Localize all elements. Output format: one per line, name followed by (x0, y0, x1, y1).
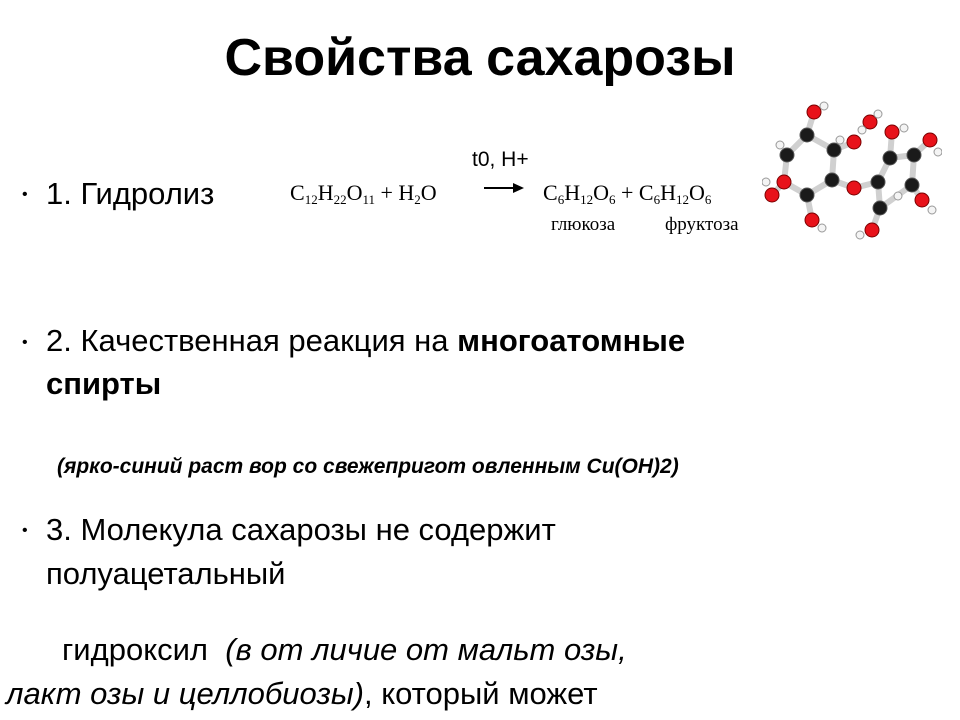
reaction-reactants: $C_{12}H_{22}O_{11} + H_2O$ (290, 180, 437, 207)
item-2-line-2: спирты (46, 366, 162, 401)
item-3-paren-end: лакт озы и целлобиозы) (6, 676, 364, 711)
label-glucose: глюкоза (551, 214, 616, 235)
bullet-3: • (22, 522, 28, 539)
reaction-products: $C_6H_{12}O_6 + C_6H_{12}O_6$ (543, 180, 712, 207)
item-3-tail: , который может (363, 676, 598, 711)
bullet-2: • (22, 334, 28, 351)
bullet-1: • (22, 186, 28, 203)
item-3-line-1: 3. Молекула сахарозы не содержит (46, 512, 556, 547)
label-fructose: фруктоза (665, 214, 739, 235)
item-1-text: 1. Гидролиз (46, 176, 215, 211)
item-3-line-4 (6, 676, 598, 712)
item-2-note: (ярко-синий раст вор со свежепригот овленным Cu(OH)2) (57, 455, 679, 478)
sucrose-molecule-model-icon (762, 100, 942, 250)
item-3-line-2: полуацетальный (46, 556, 286, 591)
reaction-condition: t0, H+ (472, 148, 529, 171)
item-3-hydroxyl: гидроксил (62, 632, 209, 667)
item-2-bold-text: многоатомные (457, 323, 686, 358)
item-2-text: 2. Качественная реакция на (46, 323, 449, 358)
item-3-line-3 (62, 632, 627, 668)
item-3-paren-start: (в от личие от мальт озы, (225, 632, 627, 667)
reaction-arrow-icon (484, 180, 524, 196)
item-2-line-1 (46, 323, 685, 359)
slide-title: Свойства сахарозы (224, 29, 736, 87)
